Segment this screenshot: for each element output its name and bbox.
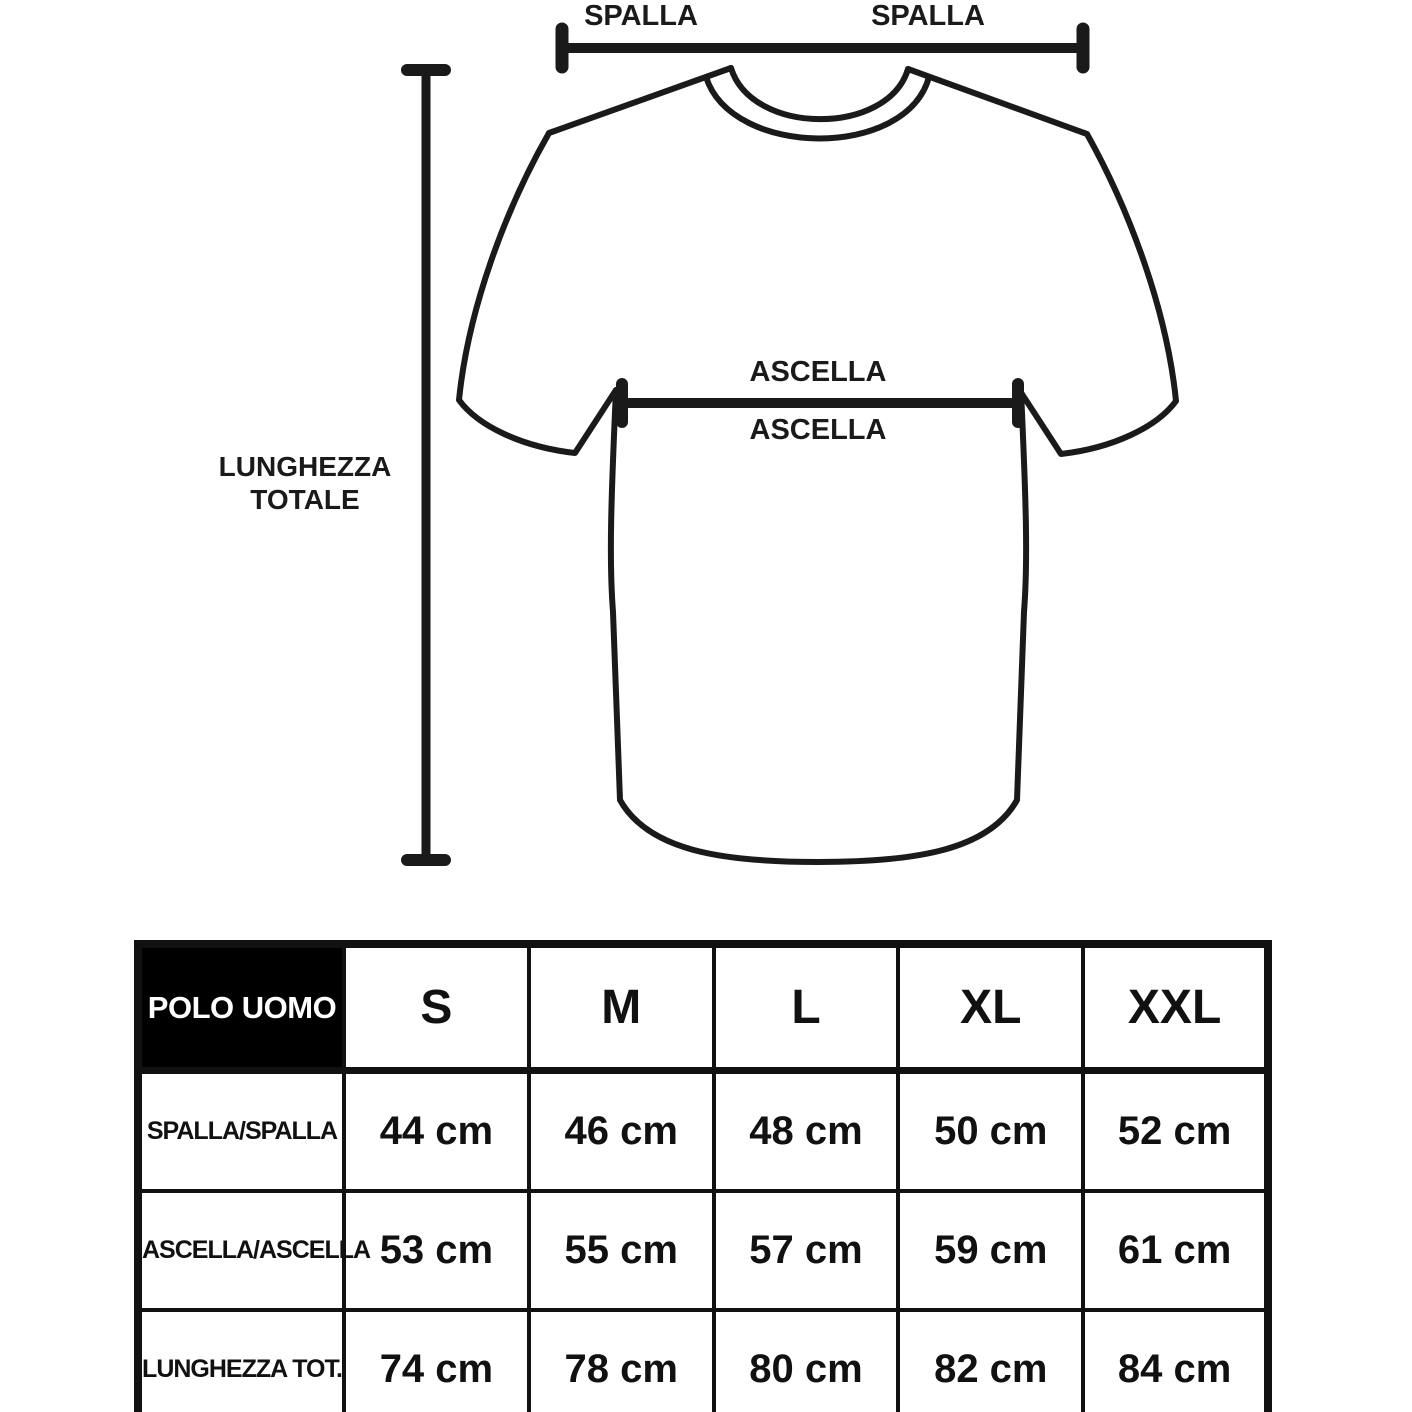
measure-value-cell: 52 cm: [1083, 1071, 1268, 1192]
measure-value-cell: 59 cm: [898, 1191, 1083, 1310]
size-column-header-l: L: [714, 944, 899, 1071]
size-table-header-row: [138, 944, 1268, 1071]
measure-value-cell: 57 cm: [714, 1191, 899, 1310]
armpit-label-bottom: ASCELLA: [749, 414, 887, 446]
armpit-label-top: ASCELLA: [749, 356, 887, 388]
measure-value-cell: 82 cm: [898, 1310, 1083, 1412]
tshirt-body: [611, 390, 1026, 862]
measure-value-cell: 50 cm: [898, 1071, 1083, 1192]
measure-value-cell: 84 cm: [1083, 1310, 1268, 1412]
measure-value-cell: 44 cm: [344, 1071, 529, 1192]
measure-value-cell: 74 cm: [344, 1310, 529, 1412]
size-column-header-xxl: XXL: [1083, 944, 1268, 1071]
table-row-armpit: [138, 1191, 1268, 1310]
tshirt-outline: [459, 68, 1176, 862]
size-column-header-xl: XL: [898, 944, 1083, 1071]
table-corner-label: POLO UOMO: [138, 944, 344, 1071]
measure-row-label: SPALLA/SPALLA: [138, 1071, 344, 1192]
total-length-label: LUNGHEZZA TOTALE: [218, 451, 392, 515]
tshirt-left-sleeve: [459, 68, 731, 453]
table-row-length: [138, 1310, 1268, 1412]
measure-value-cell: 55 cm: [529, 1191, 714, 1310]
measure-value-cell: 48 cm: [714, 1071, 899, 1192]
measure-value-cell: 78 cm: [529, 1310, 714, 1412]
size-table: [134, 940, 1272, 1412]
size-column-header-m: M: [529, 944, 714, 1071]
measure-value-cell: 61 cm: [1083, 1191, 1268, 1310]
measure-value-cell: 53 cm: [344, 1191, 529, 1310]
tshirt-right-sleeve: [908, 69, 1176, 454]
shoulder-label-left: SPALLA: [584, 0, 698, 32]
table-row-shoulder: [138, 1071, 1268, 1192]
tshirt-collar-inner: [731, 68, 908, 119]
measure-row-label: ASCELLA/ASCELLA: [138, 1191, 344, 1310]
shoulder-label-right: SPALLA: [871, 0, 985, 32]
measure-value-cell: 46 cm: [529, 1071, 714, 1192]
shoulder-measure-line: [562, 29, 1083, 67]
measure-value-cell: 80 cm: [714, 1310, 899, 1412]
size-column-header-s: S: [344, 944, 529, 1071]
measure-row-label: LUNGHEZZA TOT.: [138, 1310, 344, 1412]
